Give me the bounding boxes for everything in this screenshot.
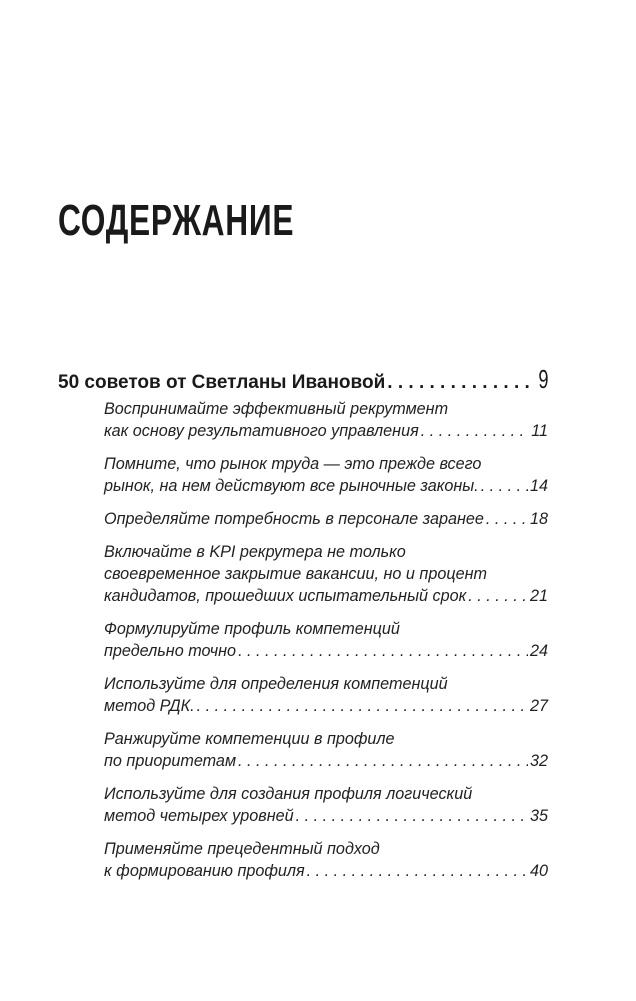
toc-entry-text: Помните, что рынок труда — это прежде всего [104,455,482,473]
toc-entry-line [104,860,548,882]
toc-list [104,398,548,893]
toc-entry[interactable] [104,453,548,497]
toc-entry[interactable] [104,508,548,530]
toc-page-number: 27 [529,697,548,715]
toc-entry[interactable] [104,398,548,442]
toc-entry-text: по приоритетам [104,752,237,770]
toc-entry[interactable] [104,783,548,827]
toc-entry-text: Используйте для создания профиля логический [104,785,473,803]
toc-entry-text: к формированию профиля [104,862,305,880]
toc-entry-line [104,563,548,585]
toc-entry-line [104,695,548,717]
toc-entry-text: метод РДК. [104,697,195,715]
toc-entry-line [104,673,548,695]
toc-entry-text: Включайте в KPI рекрутера не только [104,543,406,561]
toc-entry-text: своевременное закрытие вакансии, но и процент [104,565,487,583]
toc-entry[interactable] [104,541,548,607]
toc-entry-text: Ранжируйте компетенции в профиле [104,730,395,748]
dot-leader [307,860,528,882]
toc-entry-line [104,475,548,497]
toc-entry-text: Определяйте потребность в персонале заранее [104,510,484,528]
dot-leader [387,372,531,394]
toc-page-number: 40 [529,862,548,880]
toc-page-number: 14 [529,477,548,495]
toc-entry-text: как основу результативного управления [104,422,419,440]
toc-entry-text: Формулируйте профиль компетенций [104,620,400,638]
toc-entry-line [104,728,548,750]
toc-entry-line [104,585,548,607]
toc-page-number: 32 [529,752,548,770]
toc-page-number: 11 [531,422,548,440]
dot-leader [486,508,528,530]
dot-leader [197,695,528,717]
toc-page-number: 21 [529,587,548,605]
dot-leader [421,420,529,442]
dot-leader [296,805,528,827]
toc-entry-line [104,398,548,420]
toc-main-entry[interactable] [58,364,548,395]
toc-entry-line [104,640,548,662]
toc-entry-text: Применяйте прецедентный подход [104,840,380,858]
dot-leader [468,585,528,607]
toc-entry-text: кандидатов, прошедших испытательный срок [104,587,467,605]
toc-entry-line [104,783,548,805]
toc-entry-line [104,805,548,827]
page-title: СОДЕРЖАНИЕ [58,196,295,245]
toc-entry-line [104,453,548,475]
toc-page-number: 18 [529,510,548,528]
toc-entry-text: 50 советов от Светланы Ивановой [58,372,386,393]
toc-entry-line [104,420,548,442]
toc-entry-line [104,618,548,640]
toc-entry-line [104,750,548,772]
toc-page-number: 24 [529,642,548,660]
toc-entry-text: Используйте для определения компетенций [104,675,448,693]
toc-entry[interactable] [104,673,548,717]
toc-entry-text: Воспринимайте эффективный рекрутмент [104,400,449,418]
toc-page-number: 35 [529,807,548,825]
toc-entry[interactable] [104,728,548,772]
toc-entry[interactable] [104,838,548,882]
toc-entry-line [104,508,548,530]
toc-entry-line [104,838,548,860]
toc-page-number: 9 [537,364,548,394]
dot-leader [481,475,528,497]
toc-entry-line [104,541,548,563]
toc-entry-text: предельно точно [104,642,237,660]
toc-entry[interactable] [104,618,548,662]
dot-leader [238,750,528,772]
toc-entry-text: метод четырех уровней [104,807,294,825]
dot-leader [238,640,528,662]
toc-entry-text: рынок, на нем действуют все рыночные законы. [104,477,479,495]
